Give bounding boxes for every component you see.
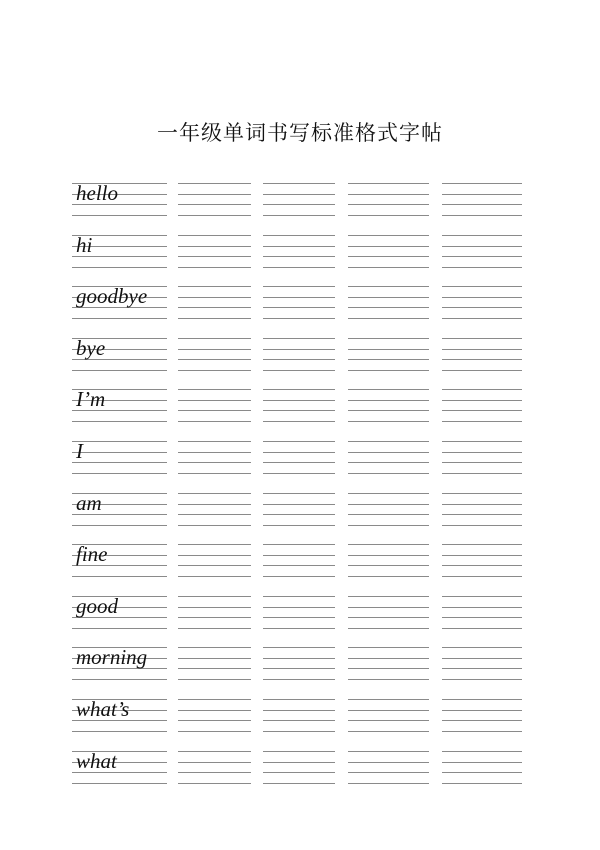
- writing-practice-cell: [442, 232, 522, 268]
- sample-word: goodbye: [76, 284, 148, 309]
- sample-word: hi: [76, 232, 93, 257]
- ruled-line: [72, 421, 167, 422]
- ruled-line: [263, 235, 335, 236]
- word-sample-cell: [72, 438, 167, 474]
- ruled-line: [348, 307, 429, 308]
- ruled-line: [348, 349, 429, 350]
- word-sample-cell: [72, 490, 167, 526]
- ruled-line: [263, 410, 335, 411]
- ruled-line: [348, 731, 429, 732]
- word-sample-cell: [72, 541, 167, 577]
- ruled-line: [263, 596, 335, 597]
- ruled-line: [348, 720, 429, 721]
- practice-row: [0, 490, 600, 542]
- ruled-line: [442, 699, 522, 700]
- ruled-line: [442, 462, 522, 463]
- ruled-line: [442, 772, 522, 773]
- writing-practice-cell: [178, 180, 251, 216]
- ruled-line: [178, 410, 251, 411]
- ruled-line: [348, 410, 429, 411]
- ruled-line: [72, 525, 167, 526]
- practice-row: [0, 696, 600, 748]
- writing-practice-cell: [263, 748, 335, 784]
- ruled-line: [263, 658, 335, 659]
- ruled-line: [348, 441, 429, 442]
- writing-practice-cell: [178, 748, 251, 784]
- ruled-line: [263, 194, 335, 195]
- ruled-line: [442, 267, 522, 268]
- ruled-line: [442, 720, 522, 721]
- ruled-line: [263, 473, 335, 474]
- ruled-line: [442, 421, 522, 422]
- ruled-line: [263, 286, 335, 287]
- ruled-line: [348, 421, 429, 422]
- ruled-line: [442, 349, 522, 350]
- ruled-line: [178, 349, 251, 350]
- ruled-line: [178, 731, 251, 732]
- ruled-line: [442, 596, 522, 597]
- ruled-line: [442, 504, 522, 505]
- writing-practice-cell: [263, 232, 335, 268]
- ruled-line: [348, 658, 429, 659]
- ruled-line: [263, 204, 335, 205]
- ruled-line: [178, 215, 251, 216]
- ruled-line: [442, 400, 522, 401]
- ruled-line: [263, 772, 335, 773]
- ruled-line: [178, 647, 251, 648]
- ruled-line: [263, 215, 335, 216]
- ruled-line: [263, 720, 335, 721]
- writing-practice-cell: [442, 593, 522, 629]
- word-sample-cell: [72, 593, 167, 629]
- word-sample-cell: [72, 748, 167, 784]
- ruled-line: [442, 452, 522, 453]
- ruled-line: [442, 710, 522, 711]
- sample-word: fine: [76, 542, 108, 567]
- ruled-line: [178, 617, 251, 618]
- ruled-line: [263, 514, 335, 515]
- ruled-line: [178, 525, 251, 526]
- ruled-line: [178, 297, 251, 298]
- writing-practice-cell: [263, 335, 335, 371]
- ruled-line: [348, 514, 429, 515]
- ruled-line: [178, 699, 251, 700]
- writing-practice-cell: [442, 386, 522, 422]
- ruled-line: [178, 256, 251, 257]
- ruled-line: [178, 679, 251, 680]
- word-sample-cell: [72, 335, 167, 371]
- sample-word: good: [76, 593, 118, 618]
- ruled-line: [263, 256, 335, 257]
- ruled-line: [442, 555, 522, 556]
- sample-word: I’m: [76, 387, 106, 412]
- ruled-line: [178, 338, 251, 339]
- writing-practice-cell: [442, 180, 522, 216]
- ruled-line: [178, 751, 251, 752]
- sample-word: I: [76, 438, 83, 463]
- ruled-line: [178, 183, 251, 184]
- ruled-line: [263, 297, 335, 298]
- writing-practice-cell: [263, 593, 335, 629]
- word-sample-cell: [72, 696, 167, 732]
- ruled-line: [442, 359, 522, 360]
- writing-practice-cell: [348, 335, 429, 371]
- ruled-line: [442, 525, 522, 526]
- ruled-line: [263, 400, 335, 401]
- ruled-line: [178, 514, 251, 515]
- practice-grid: [0, 180, 600, 799]
- ruled-line: [263, 452, 335, 453]
- ruled-line: [263, 617, 335, 618]
- ruled-line: [442, 731, 522, 732]
- practice-row: [0, 180, 600, 232]
- ruled-line: [263, 462, 335, 463]
- writing-practice-cell: [442, 283, 522, 319]
- ruled-line: [442, 668, 522, 669]
- sample-word: what: [76, 748, 117, 773]
- ruled-line: [348, 473, 429, 474]
- sample-word: bye: [76, 335, 106, 360]
- ruled-line: [442, 338, 522, 339]
- ruled-line: [348, 565, 429, 566]
- ruled-line: [442, 194, 522, 195]
- ruled-line: [442, 658, 522, 659]
- ruled-line: [178, 235, 251, 236]
- ruled-line: [263, 731, 335, 732]
- ruled-line: [442, 617, 522, 618]
- ruled-line: [442, 389, 522, 390]
- ruled-line: [178, 668, 251, 669]
- ruled-line: [72, 576, 167, 577]
- ruled-line: [263, 246, 335, 247]
- ruled-line: [263, 359, 335, 360]
- ruled-line: [178, 720, 251, 721]
- ruled-line: [442, 628, 522, 629]
- ruled-line: [72, 783, 167, 784]
- ruled-line: [348, 297, 429, 298]
- ruled-line: [348, 555, 429, 556]
- ruled-line: [263, 318, 335, 319]
- ruled-line: [348, 452, 429, 453]
- ruled-line: [263, 544, 335, 545]
- ruled-line: [178, 359, 251, 360]
- ruled-line: [178, 400, 251, 401]
- writing-practice-cell: [263, 283, 335, 319]
- ruled-line: [348, 596, 429, 597]
- ruled-line: [263, 389, 335, 390]
- writing-practice-cell: [263, 386, 335, 422]
- ruled-line: [442, 647, 522, 648]
- sample-word: hello: [76, 181, 118, 205]
- ruled-line: [442, 370, 522, 371]
- practice-row: [0, 541, 600, 593]
- sample-word: am: [76, 490, 102, 515]
- ruled-line: [263, 576, 335, 577]
- ruled-line: [178, 246, 251, 247]
- ruled-line: [442, 204, 522, 205]
- writing-practice-cell: [348, 438, 429, 474]
- writing-practice-cell: [263, 438, 335, 474]
- writing-practice-cell: [348, 386, 429, 422]
- ruled-line: [263, 679, 335, 680]
- word-sample-cell: [72, 644, 167, 680]
- writing-practice-cell: [348, 283, 429, 319]
- ruled-line: [442, 544, 522, 545]
- writing-practice-cell: [178, 283, 251, 319]
- ruled-line: [348, 751, 429, 752]
- writing-practice-cell: [348, 748, 429, 784]
- ruled-line: [178, 710, 251, 711]
- ruled-line: [348, 194, 429, 195]
- writing-practice-cell: [263, 541, 335, 577]
- ruled-line: [178, 318, 251, 319]
- ruled-line: [442, 473, 522, 474]
- ruled-line: [348, 235, 429, 236]
- ruled-line: [178, 194, 251, 195]
- word-sample-cell: [72, 232, 167, 268]
- writing-practice-cell: [263, 490, 335, 526]
- ruled-line: [348, 204, 429, 205]
- ruled-line: [348, 400, 429, 401]
- ruled-line: [263, 668, 335, 669]
- ruled-line: [263, 441, 335, 442]
- writing-practice-cell: [348, 644, 429, 680]
- ruled-line: [72, 370, 167, 371]
- writing-practice-cell: [348, 696, 429, 732]
- ruled-line: [178, 389, 251, 390]
- word-sample-cell: [72, 283, 167, 319]
- practice-row: [0, 748, 600, 800]
- sample-word: morning: [76, 645, 148, 670]
- ruled-line: [178, 267, 251, 268]
- ruled-line: [72, 628, 167, 629]
- ruled-line: [348, 576, 429, 577]
- ruled-line: [348, 607, 429, 608]
- ruled-line: [72, 441, 167, 442]
- ruled-line: [442, 493, 522, 494]
- ruled-line: [442, 576, 522, 577]
- ruled-line: [263, 504, 335, 505]
- writing-practice-cell: [178, 335, 251, 371]
- ruled-line: [178, 421, 251, 422]
- ruled-line: [442, 607, 522, 608]
- writing-practice-cell: [178, 593, 251, 629]
- ruled-line: [263, 607, 335, 608]
- ruled-line: [348, 493, 429, 494]
- ruled-line: [178, 307, 251, 308]
- ruled-line: [178, 576, 251, 577]
- ruled-line: [178, 204, 251, 205]
- writing-practice-cell: [442, 335, 522, 371]
- ruled-line: [442, 441, 522, 442]
- ruled-line: [348, 628, 429, 629]
- ruled-line: [348, 679, 429, 680]
- ruled-line: [178, 628, 251, 629]
- ruled-line: [442, 297, 522, 298]
- ruled-line: [442, 565, 522, 566]
- ruled-line: [263, 710, 335, 711]
- ruled-line: [178, 762, 251, 763]
- practice-row: [0, 386, 600, 438]
- ruled-line: [348, 359, 429, 360]
- writing-practice-cell: [178, 696, 251, 732]
- ruled-line: [442, 751, 522, 752]
- practice-row: [0, 593, 600, 645]
- page-title: 一年级单词书写标准格式字帖: [157, 121, 443, 145]
- ruled-line: [348, 699, 429, 700]
- writing-practice-cell: [348, 490, 429, 526]
- writing-practice-cell: [178, 386, 251, 422]
- ruled-line: [263, 647, 335, 648]
- ruled-line: [178, 286, 251, 287]
- ruled-line: [442, 183, 522, 184]
- writing-practice-cell: [348, 180, 429, 216]
- ruled-line: [263, 762, 335, 763]
- ruled-line: [348, 762, 429, 763]
- writing-practice-cell: [263, 180, 335, 216]
- writing-practice-cell: [178, 232, 251, 268]
- ruled-line: [263, 307, 335, 308]
- ruled-line: [178, 504, 251, 505]
- ruled-line: [348, 647, 429, 648]
- ruled-line: [72, 473, 167, 474]
- ruled-line: [348, 183, 429, 184]
- ruled-line: [178, 441, 251, 442]
- ruled-line: [442, 246, 522, 247]
- ruled-line: [348, 389, 429, 390]
- ruled-line: [348, 462, 429, 463]
- ruled-line: [348, 286, 429, 287]
- ruled-line: [72, 452, 167, 453]
- word-sample-cell: [72, 180, 167, 216]
- practice-row: [0, 644, 600, 696]
- ruled-line: [348, 370, 429, 371]
- writing-practice-cell: [348, 232, 429, 268]
- ruled-line: [263, 338, 335, 339]
- ruled-line: [72, 267, 167, 268]
- ruled-line: [263, 349, 335, 350]
- ruled-line: [178, 783, 251, 784]
- ruled-line: [263, 565, 335, 566]
- ruled-line: [263, 267, 335, 268]
- ruled-line: [178, 555, 251, 556]
- writing-practice-cell: [442, 541, 522, 577]
- ruled-line: [442, 762, 522, 763]
- writing-practice-cell: [178, 438, 251, 474]
- ruled-line: [263, 751, 335, 752]
- ruled-line: [442, 256, 522, 257]
- writing-practice-cell: [178, 541, 251, 577]
- ruled-line: [72, 462, 167, 463]
- writing-practice-cell: [263, 696, 335, 732]
- ruled-line: [348, 504, 429, 505]
- ruled-line: [348, 525, 429, 526]
- practice-row: [0, 283, 600, 335]
- ruled-line: [178, 607, 251, 608]
- ruled-line: [348, 246, 429, 247]
- ruled-line: [348, 710, 429, 711]
- ruled-line: [178, 462, 251, 463]
- ruled-line: [178, 596, 251, 597]
- ruled-line: [263, 183, 335, 184]
- word-sample-cell: [72, 386, 167, 422]
- ruled-line: [348, 772, 429, 773]
- ruled-line: [263, 699, 335, 700]
- ruled-line: [178, 452, 251, 453]
- ruled-line: [263, 493, 335, 494]
- ruled-line: [263, 421, 335, 422]
- writing-practice-cell: [442, 438, 522, 474]
- ruled-line: [442, 235, 522, 236]
- writing-practice-cell: [348, 593, 429, 629]
- ruled-line: [348, 215, 429, 216]
- ruled-line: [442, 215, 522, 216]
- ruled-line: [442, 679, 522, 680]
- ruled-line: [178, 370, 251, 371]
- writing-practice-cell: [442, 490, 522, 526]
- ruled-line: [72, 731, 167, 732]
- ruled-line: [348, 783, 429, 784]
- ruled-line: [72, 215, 167, 216]
- ruled-line: [72, 679, 167, 680]
- ruled-line: [263, 370, 335, 371]
- ruled-line: [348, 318, 429, 319]
- ruled-line: [178, 658, 251, 659]
- sample-word: what’s: [76, 696, 130, 721]
- ruled-line: [178, 544, 251, 545]
- ruled-line: [263, 555, 335, 556]
- ruled-line: [178, 772, 251, 773]
- ruled-line: [442, 307, 522, 308]
- writing-practice-cell: [178, 644, 251, 680]
- writing-practice-cell: [442, 696, 522, 732]
- practice-row: [0, 335, 600, 387]
- ruled-line: [348, 256, 429, 257]
- ruled-line: [348, 668, 429, 669]
- ruled-line: [442, 783, 522, 784]
- practice-row: [0, 438, 600, 490]
- ruled-line: [442, 410, 522, 411]
- ruled-line: [178, 493, 251, 494]
- practice-row: [0, 232, 600, 284]
- ruled-line: [348, 267, 429, 268]
- ruled-line: [178, 473, 251, 474]
- writing-practice-cell: [442, 748, 522, 784]
- writing-practice-cell: [442, 644, 522, 680]
- ruled-line: [72, 318, 167, 319]
- ruled-line: [442, 318, 522, 319]
- ruled-line: [263, 525, 335, 526]
- ruled-line: [348, 617, 429, 618]
- ruled-line: [348, 544, 429, 545]
- writing-practice-cell: [348, 541, 429, 577]
- ruled-line: [442, 514, 522, 515]
- ruled-line: [263, 783, 335, 784]
- writing-practice-cell: [263, 644, 335, 680]
- ruled-line: [178, 565, 251, 566]
- writing-practice-cell: [178, 490, 251, 526]
- ruled-line: [263, 628, 335, 629]
- ruled-line: [348, 338, 429, 339]
- ruled-line: [442, 286, 522, 287]
